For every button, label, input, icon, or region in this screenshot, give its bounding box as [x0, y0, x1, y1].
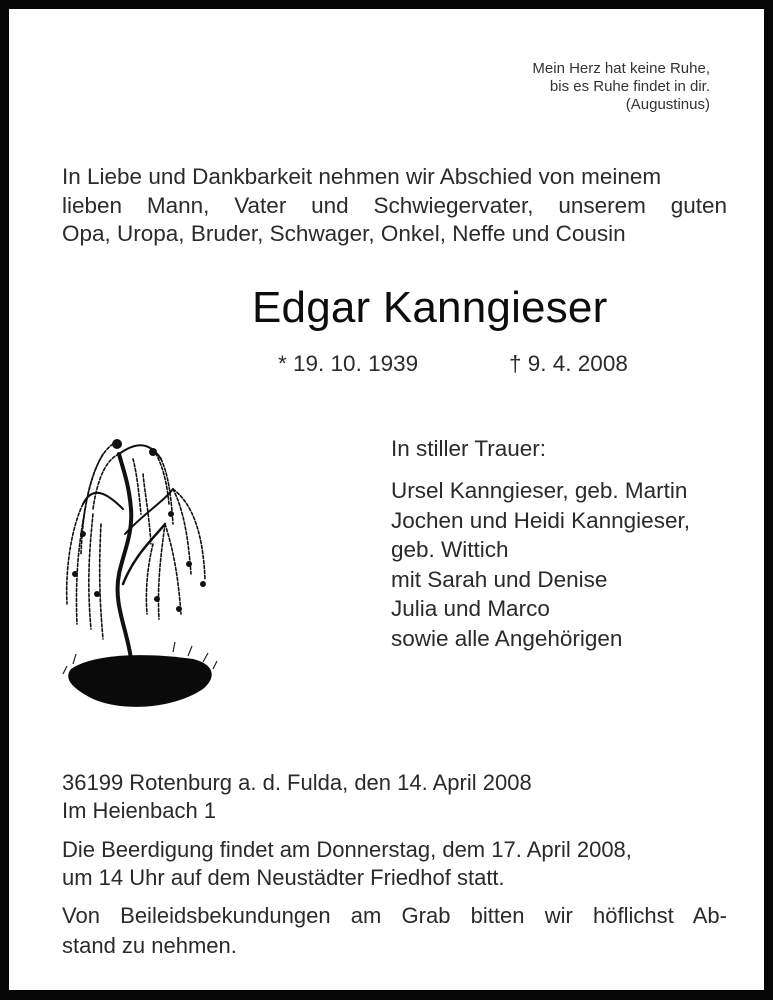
mourner-item: Ursel Kanngieser, geb. Martin — [391, 478, 688, 503]
mourner-item: Jochen und Heidi Kanngieser, — [391, 507, 690, 533]
motto-line: Mein Herz hat keine Ruhe, — [532, 60, 710, 77]
intro-line: Opa, Uropa, Bruder, Schwager, Onkel, Neffe und Cousin — [62, 221, 626, 246]
death-date: † 9. 4. 2008 — [509, 351, 628, 376]
mourners-list — [391, 476, 690, 653]
intro-paragraph — [62, 163, 727, 249]
condolence-line: stand zu nehmen. — [62, 933, 237, 958]
intro-line: lieben Mann, Vater und Schwiegervater, unserem guten — [62, 192, 727, 218]
street-address: Im Heienbach 1 — [62, 797, 217, 823]
motto-attribution: (Augustinus) — [625, 96, 710, 113]
condolence-note — [62, 901, 727, 961]
mourning-heading: In stiller Trauer: — [391, 436, 547, 461]
condolence-line: Von Beileidsbekundungen am Grab bitten wir höflichst Ab- — [62, 903, 727, 928]
motto-quote — [532, 60, 710, 114]
intro-line: In Liebe und Dankbarkeit nehmen wir Abschied von meinem — [62, 164, 662, 189]
mourner-item: mit Sarah und Denise — [391, 566, 608, 592]
mourner-item: geb. Wittich — [391, 537, 509, 562]
motto-line: bis es Ruhe findet in dir. — [549, 78, 710, 95]
deceased-name: Edgar Kanngieser — [252, 283, 608, 332]
mourner-item: sowie alle Angehörigen — [391, 625, 623, 651]
birth-date: * 19. 10. 1939 — [278, 351, 419, 376]
place-date: 36199 Rotenburg a. d. Fulda, den 14. April 2008 — [62, 770, 532, 795]
funeral-line: Die Beerdigung findet am Donnerstag, dem 17. April 2008, — [62, 837, 632, 862]
mourner-item: Julia und Marco — [391, 596, 550, 621]
funeral-line: um 14 Uhr auf dem Neustädter Friedhof statt. — [62, 864, 505, 890]
weeping-willow-tree-icon — [53, 414, 223, 724]
funeral-info — [62, 836, 632, 891]
address-block — [62, 769, 532, 824]
